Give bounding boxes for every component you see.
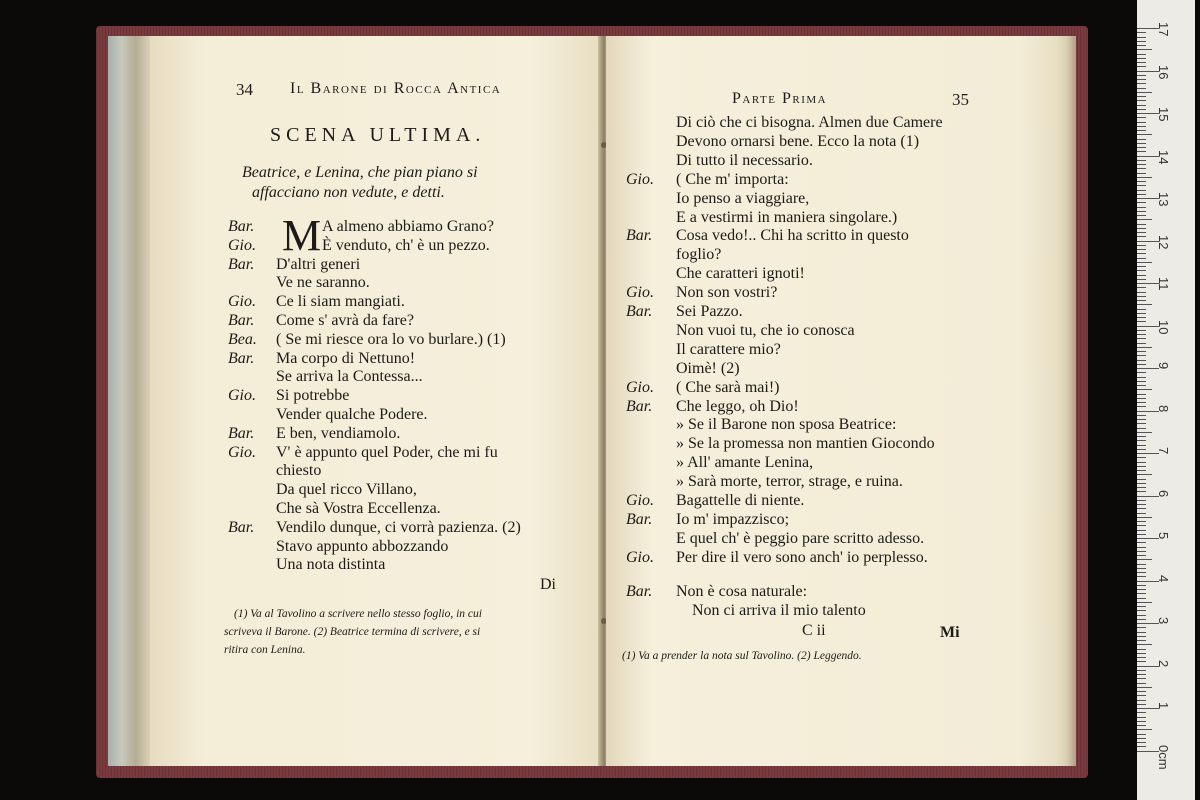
speaker-label: Gio. <box>626 548 654 566</box>
ruler-tick <box>1137 151 1146 152</box>
ruler-tick <box>1137 105 1146 106</box>
ruler-tick <box>1137 245 1146 246</box>
ruler-tick <box>1137 117 1146 118</box>
ruler-number: 8 <box>1156 404 1171 412</box>
verse-line: Ma corpo di Nettuno! <box>276 349 416 367</box>
ruler-tick <box>1137 83 1146 84</box>
ruler-tick <box>1137 729 1152 730</box>
ruler-tick <box>1137 181 1146 182</box>
ruler-tick <box>1137 211 1146 212</box>
ruler-number: 14 <box>1156 149 1171 164</box>
ruler-tick <box>1137 402 1146 403</box>
ruler-tick <box>1137 585 1146 586</box>
right-page-number: 35 <box>952 90 969 109</box>
verse-line: Io penso a viaggiare, <box>676 189 810 207</box>
verse-line: E ben, vendiamolo. <box>276 424 401 442</box>
ruler-tick <box>1137 691 1146 692</box>
ruler-tick <box>1137 470 1146 471</box>
ruler-tick <box>1137 164 1146 165</box>
ruler-tick <box>1137 742 1146 743</box>
ruler-number: 2 <box>1156 659 1171 667</box>
signature-mark: C ii <box>802 622 826 639</box>
ruler-number: 6 <box>1156 489 1171 497</box>
ruler-tick <box>1137 122 1146 123</box>
ruler-tick <box>1137 593 1146 594</box>
ruler-tick <box>1137 547 1146 548</box>
ruler-tick <box>1137 185 1146 186</box>
ruler-tick <box>1137 215 1146 216</box>
ruler-tick <box>1137 79 1146 80</box>
ruler-tick <box>1137 224 1146 225</box>
ruler-tick <box>1137 207 1146 208</box>
ruler-tick <box>1137 432 1152 433</box>
ruler-tick <box>1137 372 1146 373</box>
ruler-tick <box>1137 717 1146 718</box>
speaker-label: Bar. <box>626 582 653 600</box>
ruler-tick <box>1137 572 1146 573</box>
ruler-number: 1 <box>1156 702 1171 710</box>
verse-line: Sei Pazzo. <box>676 303 743 320</box>
page-edges-left <box>108 36 154 766</box>
verse-line: Una nota distinta <box>276 556 386 574</box>
speaker-label: Bar. <box>626 303 653 320</box>
ruler-tick <box>1137 653 1146 654</box>
ruler-tick <box>1137 615 1146 616</box>
ruler-tick <box>1137 232 1146 233</box>
stage-direction-line-2: affacciano non vedute, e detti. <box>252 184 445 201</box>
verse-line: Da quel ricco Villano, <box>276 481 417 499</box>
verse-line: Io m' impazzisco; <box>676 510 790 528</box>
stage-direction-line-1: Beatrice, e Lenina, che pian piano si <box>242 164 478 181</box>
ruler-tick <box>1137 228 1146 229</box>
speaker-label: Bar. <box>626 397 653 415</box>
ruler-tick <box>1137 406 1146 407</box>
ruler-tick <box>1137 513 1146 514</box>
ruler-tick <box>1137 100 1146 101</box>
verse-line: foglio? <box>676 246 722 264</box>
speaker-label: Gio. <box>626 378 654 396</box>
ruler-tick <box>1137 589 1146 590</box>
ruler-tick <box>1137 525 1146 526</box>
ruler-tick <box>1137 300 1146 301</box>
ruler-tick <box>1137 487 1146 488</box>
ruler-tick <box>1137 266 1146 267</box>
ruler-tick <box>1137 330 1146 331</box>
speaker-label: Bar. <box>228 255 255 273</box>
ruler-number: 15 <box>1156 107 1171 122</box>
ruler-tick <box>1137 445 1146 446</box>
ruler-tick <box>1137 88 1146 89</box>
ruler-tick <box>1137 58 1146 59</box>
speaker-label: Bar. <box>228 218 255 235</box>
verse-line: Per dire il vero sono anch' io perplesso. <box>676 548 928 566</box>
ruler-tick <box>1137 517 1152 518</box>
ruler-tick <box>1137 462 1146 463</box>
ruler-tick <box>1137 449 1146 450</box>
left-page <box>150 36 600 766</box>
ruler-number: 9 <box>1156 362 1171 370</box>
ruler-tick <box>1137 725 1146 726</box>
ruler-tick <box>1137 551 1146 552</box>
ruler-tick <box>1137 54 1146 55</box>
ruler-tick <box>1137 389 1152 390</box>
ruler-tick <box>1137 62 1146 63</box>
left-catchword: Di <box>540 576 556 593</box>
ruler-number: 5 <box>1156 532 1171 540</box>
speaker-label: Bar. <box>228 312 255 329</box>
ruler-tick <box>1137 440 1146 441</box>
ruler-tick <box>1137 134 1152 135</box>
ruler-tick <box>1137 683 1146 684</box>
ruler-tick <box>1137 700 1146 701</box>
ruler-tick <box>1137 143 1146 144</box>
verse-line: » Se il Barone non sposa Beatrice: <box>676 416 897 434</box>
verse-line: » Sarà morte, terror, strage, e ruina. <box>676 473 903 491</box>
ruler-tick <box>1137 177 1152 178</box>
ruler-tick <box>1137 253 1146 254</box>
ruler-tick <box>1137 343 1146 344</box>
ruler-number: 3 <box>1156 617 1171 625</box>
ruler-tick <box>1137 75 1146 76</box>
speaker-label: Gio. <box>626 284 654 302</box>
ruler-tick <box>1137 521 1146 522</box>
ruler-tick <box>1137 712 1146 713</box>
ruler-tick <box>1137 296 1146 297</box>
verse-line: Come s' avrà da fare? <box>276 312 414 329</box>
ruler-tick <box>1137 428 1146 429</box>
ruler-tick <box>1137 661 1146 662</box>
verse-line: D'altri generi <box>276 255 361 273</box>
ruler-number: 12 <box>1156 234 1171 249</box>
verse-line: Ce li siam mangiati. <box>276 293 405 311</box>
ruler-tick <box>1137 321 1146 322</box>
ruler-tick <box>1137 636 1146 637</box>
ruler-tick <box>1137 670 1146 671</box>
left-footnote-2: scriveva il Barone. (2) Beatrice termina di scrivere, e si <box>224 626 481 638</box>
verse-line: chiesto <box>276 462 322 480</box>
ruler-tick <box>1137 130 1146 131</box>
left-page-number: 34 <box>236 80 253 99</box>
ruler-tick <box>1137 96 1146 97</box>
verse-line: Non vuoi tu, che io conosca <box>676 321 855 339</box>
verse-line: E quel ch' è peggio pare scritto adesso. <box>676 529 925 547</box>
verse-line: » Se la promessa non mantien Giocondo <box>676 435 935 453</box>
ruler-tick <box>1137 364 1146 365</box>
ruler-tick <box>1137 483 1146 484</box>
ruler-tick <box>1137 491 1146 492</box>
ruler-number: 10 <box>1156 319 1171 334</box>
ruler-tick <box>1137 37 1146 38</box>
ruler-number: 11 <box>1156 277 1171 291</box>
ruler-tick <box>1137 347 1152 348</box>
ruler-tick <box>1137 564 1146 565</box>
speaker-label: Bea. <box>228 330 257 348</box>
ruler-tick <box>1137 500 1146 501</box>
ruler-tick <box>1137 334 1146 335</box>
ruler-tick <box>1137 721 1146 722</box>
ruler-tick <box>1137 279 1146 280</box>
ruler-tick <box>1137 398 1146 399</box>
ruler-tick <box>1137 530 1146 531</box>
speaker-label: Bar. <box>626 227 653 245</box>
ruler-tick <box>1137 555 1146 556</box>
ruler-tick <box>1137 313 1146 314</box>
ruler-tick <box>1137 542 1146 543</box>
ruler-tick <box>1137 66 1146 67</box>
ruler-number: 4 <box>1156 574 1171 582</box>
verse-line: Vendilo dunque, ci vorrà pazienza. (2) <box>276 518 521 536</box>
ruler-tick <box>1137 559 1152 560</box>
ruler-tick <box>1137 610 1146 611</box>
ruler-tick <box>1137 640 1146 641</box>
ruler-tick <box>1137 262 1152 263</box>
ruler-tick <box>1137 632 1146 633</box>
ruler-tick <box>1137 160 1146 161</box>
ruler-tick <box>1137 317 1146 318</box>
ruler-tick <box>1137 147 1146 148</box>
ruler-tick <box>1137 194 1146 195</box>
ruler-tick <box>1137 704 1146 705</box>
ruler-tick <box>1137 249 1146 250</box>
ruler-tick <box>1137 695 1146 696</box>
verse-line: Devono ornarsi bene. Ecco la nota (1) <box>676 132 920 150</box>
ruler-tick <box>1137 270 1146 271</box>
ruler-tick <box>1137 381 1146 382</box>
ruler-tick <box>1137 49 1152 50</box>
ruler-tick <box>1137 377 1146 378</box>
ruler-number: 0cm <box>1156 744 1171 770</box>
left-footnote-1: (1) Va al Tavolino a scrivere nello stesso foglio, in cui <box>234 608 482 620</box>
verse-line: ( Se mi riesce ora lo vo burlare.) (1) <box>276 330 506 348</box>
ruler-tick <box>1137 504 1146 505</box>
ruler-tick <box>1137 419 1146 420</box>
ruler-tick <box>1137 457 1146 458</box>
ruler-tick <box>1137 351 1146 352</box>
right-running-head: Parte Prima <box>732 90 828 107</box>
ruler-tick <box>1137 385 1146 386</box>
ruler-tick <box>1137 423 1146 424</box>
ruler-tick <box>1137 292 1146 293</box>
verse-line: Che sà Vostra Eccellenza. <box>276 500 441 517</box>
speaker-label: Bar. <box>626 510 653 528</box>
ruler-tick <box>1137 479 1146 480</box>
right-catchword: Mi <box>940 624 960 641</box>
verse-line: Il carattere mio? <box>676 340 781 358</box>
speaker-label: Bar. <box>228 349 255 367</box>
ruler-tick <box>1137 304 1152 305</box>
ruler-tick <box>1137 168 1146 169</box>
ruler-tick <box>1137 738 1146 739</box>
verse-line: A almeno abbiamo Grano? <box>322 218 494 235</box>
left-running-head: Il Barone di Rocca Antica <box>290 80 502 97</box>
ruler-tick <box>1137 126 1146 127</box>
ruler-tick <box>1137 598 1146 599</box>
verse-line: E a vestirmi in maniera singolare.) <box>676 208 898 226</box>
ruler-tick <box>1137 678 1146 679</box>
ruler-tick <box>1137 734 1146 735</box>
ruler-tick <box>1137 219 1152 220</box>
verse-line: Che caratteri ignoti! <box>676 265 805 283</box>
ruler-tick <box>1137 287 1146 288</box>
ruler-tick <box>1137 474 1152 475</box>
ruler-tick <box>1137 360 1146 361</box>
ruler-tick <box>1137 41 1146 42</box>
ruler-tick <box>1137 687 1152 688</box>
ruler-tick <box>1137 606 1146 607</box>
ruler-tick <box>1137 657 1146 658</box>
verse-line: Di ciò che ci bisogna. Almen due Camere <box>676 114 943 131</box>
verse-line: Non ci arriva il mio talento <box>692 601 866 619</box>
ruler-tick <box>1137 674 1146 675</box>
ruler-tick <box>1137 338 1146 339</box>
measuring-ruler <box>1137 0 1195 800</box>
verse-line: Oimè! (2) <box>676 359 740 377</box>
ruler-tick <box>1137 466 1146 467</box>
scene-title: SCENA ULTIMA. <box>270 124 486 146</box>
verse-line: Stavo appunto abbozzando <box>276 537 449 555</box>
ruler-tick <box>1137 92 1152 93</box>
ruler-number: 13 <box>1156 192 1171 207</box>
ruler-tick <box>1137 202 1146 203</box>
speaker-label: Gio. <box>228 236 256 254</box>
ruler-tick <box>1137 415 1146 416</box>
ruler-number: 17 <box>1156 22 1171 37</box>
ruler-tick <box>1137 139 1146 140</box>
speaker-label: Gio. <box>228 443 256 461</box>
ruler-tick <box>1137 275 1146 276</box>
ruler-tick <box>1137 649 1146 650</box>
verse-line: Vender qualche Podere. <box>276 406 428 423</box>
ruler-tick <box>1137 45 1146 46</box>
ruler-tick <box>1137 436 1146 437</box>
ruler-tick <box>1137 602 1152 603</box>
speaker-label: Gio. <box>626 492 654 509</box>
verse-line: Non son vostri? <box>676 284 778 302</box>
drop-cap: M <box>282 211 322 260</box>
ruler-tick <box>1137 355 1146 356</box>
ruler-tick <box>1137 576 1146 577</box>
verse-line: Bagattelle di niente. <box>676 492 805 509</box>
speaker-label: Bar. <box>228 424 255 442</box>
verse-line: Si potrebbe <box>276 387 350 405</box>
ruler-tick <box>1137 173 1146 174</box>
ruler-tick <box>1137 109 1146 110</box>
ruler-tick <box>1137 258 1146 259</box>
verse-line: Che leggo, oh Dio! <box>676 397 799 415</box>
verse-line: Di tutto il necessario. <box>676 151 813 169</box>
ruler-tick <box>1137 236 1146 237</box>
ruler-tick <box>1137 394 1146 395</box>
ruler-number: 16 <box>1156 64 1171 79</box>
verse-line: Ve ne saranno. <box>276 274 370 292</box>
verse-line: V' è appunto quel Poder, che mi fu <box>276 443 498 461</box>
verse-line: » All' amante Lenina, <box>676 454 814 472</box>
speaker-label: Gio. <box>228 293 256 311</box>
verse-line: ( Che m' importa: <box>676 170 789 188</box>
left-footnote-3: ritira con Lenina. <box>224 644 306 656</box>
ruler-tick <box>1137 190 1146 191</box>
verse-line: Non è cosa naturale: <box>676 582 808 600</box>
ruler-tick <box>1137 644 1152 645</box>
right-footnote: (1) Va a prender la nota sul Tavolino. (2) Leggendo. <box>622 650 862 662</box>
right-page <box>606 36 1056 766</box>
speaker-label: Gio. <box>626 170 654 188</box>
ruler-number: 7 <box>1156 447 1171 455</box>
ruler-tick <box>1137 309 1146 310</box>
ruler-tick <box>1137 619 1146 620</box>
speaker-label: Gio. <box>228 387 256 405</box>
ruler-tick <box>1137 746 1146 747</box>
speaker-label: Bar. <box>228 518 255 536</box>
ruler-tick <box>1137 32 1146 33</box>
ruler-tick <box>1137 534 1146 535</box>
ruler-tick <box>1137 508 1146 509</box>
ruler-tick <box>1137 627 1146 628</box>
verse-line: È venduto, ch' è un pezzo. <box>322 236 490 254</box>
verse-line: Cosa vedo!.. Chi ha scritto in questo <box>676 227 909 245</box>
ruler-tick <box>1137 568 1146 569</box>
verse-line: ( Che sarà mai!) <box>676 378 780 396</box>
verse-line: Se arriva la Contessa... <box>276 368 423 386</box>
